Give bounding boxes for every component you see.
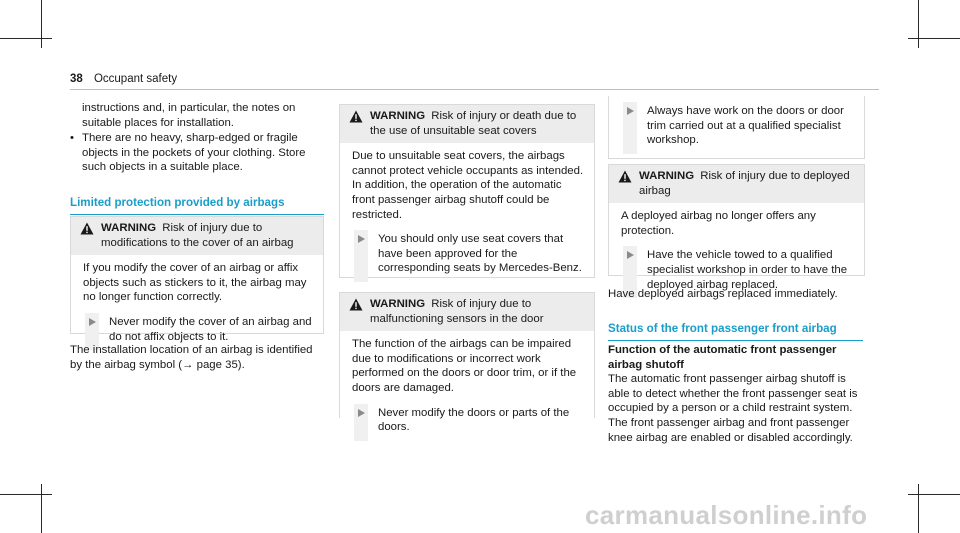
paragraph: Have deployed airbags replaced immediately.	[608, 288, 838, 300]
warning-label: WARNING	[101, 222, 157, 234]
warning-triangle-icon	[349, 110, 363, 123]
page-number: 38	[70, 73, 83, 85]
header-rule	[70, 89, 879, 90]
crop-mark	[918, 0, 919, 48]
action-arrow-icon	[89, 318, 96, 326]
warning-box	[339, 104, 595, 278]
subheading: Function of the automatic front passenger airbag shutoff	[608, 344, 837, 371]
crop-mark	[0, 494, 52, 495]
crop-mark	[41, 484, 42, 533]
list-item: • There are no heavy, sharp-edged or fragile objects in the pockets of your clothing. Store such objects in a suitable place.	[70, 131, 324, 175]
crop-mark	[0, 38, 52, 39]
action-arrow-icon	[358, 409, 365, 417]
action-step	[621, 248, 856, 292]
paragraph: The installation location of an airbag is identified by the airbag symbol (→ page 35).	[70, 344, 313, 371]
section-heading: Status of the front passenger front airbag	[608, 322, 863, 341]
section-heading: Limited protection provided by airbags	[70, 196, 324, 215]
right-para	[608, 287, 863, 302]
warning-label: WARNING	[639, 170, 695, 182]
warning-text: The function of the airbags can be impaired due to modifications or incorrect work performed on the doors or door trim, or if the doors are damaged.	[352, 338, 577, 394]
action-text: Always have work on the doors or door trim carried out at a qualified specialist workshop.	[647, 105, 844, 147]
warning-text: In addition, the operation of the automatic front passenger airbag shutoff could be restricted.	[352, 179, 562, 221]
warning-triangle-icon	[618, 170, 632, 183]
action-step	[352, 232, 586, 276]
warning-title: Risk of injury due to deployed airbag	[639, 170, 850, 197]
right-subsection	[608, 343, 863, 445]
action-text: Never modify the cover of an airbag and do not affix objects to it.	[109, 315, 312, 343]
warning-triangle-icon	[349, 298, 363, 311]
action-step	[352, 406, 586, 435]
action-text: Have the vehicle towed to a qualified specialist workshop in order to have the deployed airbag replaced.	[647, 249, 848, 291]
action-arrow-icon	[358, 235, 365, 243]
left-bottom	[70, 343, 324, 372]
warning-box	[70, 216, 324, 343]
left-column	[70, 101, 324, 175]
crop-mark	[41, 0, 42, 48]
crop-mark	[908, 494, 960, 495]
action-step	[621, 104, 856, 148]
warning-triangle-icon	[80, 222, 94, 235]
warning-header	[609, 165, 864, 203]
action-text: Never modify the doors or parts of the doors.	[378, 406, 570, 434]
action-step	[83, 315, 315, 344]
warning-text: A deployed airbag no longer offers any protection.	[621, 210, 816, 237]
action-text: You should only use seat covers that have been approved for the corresponding seats by Mercedes-Benz.	[378, 233, 582, 275]
watermark: carmanualsonline.info	[585, 500, 868, 530]
crop-mark	[918, 484, 919, 533]
warning-title: Risk of injury due to malfunctioning sensors in the door	[370, 298, 544, 325]
warning-header	[340, 105, 594, 143]
page-header	[70, 72, 177, 87]
warning-box	[608, 164, 865, 291]
action-arrow-icon	[627, 251, 634, 259]
warning-header	[71, 217, 323, 255]
warning-text: Due to unsuitable seat covers, the airbags cannot protect vehicle occupants as intended.	[352, 150, 584, 177]
crop-mark	[908, 38, 960, 39]
continued-box	[608, 96, 865, 159]
warning-text: If you modify the cover of an airbag or affix objects such as stickers to it, the airbag may no longer function correctly.	[83, 262, 307, 304]
action-arrow-icon	[627, 107, 634, 115]
continued-text: instructions and, in particular, the notes on suitable places for installation.	[82, 102, 296, 129]
warning-label: WARNING	[370, 298, 426, 310]
warning-label: WARNING	[370, 110, 426, 122]
warning-header	[340, 293, 594, 331]
paragraph: The automatic front passenger airbag shutoff is able to detect whether the front passenger seat is occupied by a person or a child restraint system. The front passenger airbag and front passenger knee airbag are enabled or disabled accordingly.	[608, 373, 858, 444]
section-title: Occupant safety	[93, 73, 178, 85]
warning-title: Risk of injury due to modifications to the cover of an airbag	[101, 222, 294, 249]
warning-box	[339, 292, 595, 434]
warning-title: Risk of injury or death due to the use of unsuitable seat covers	[370, 110, 577, 137]
